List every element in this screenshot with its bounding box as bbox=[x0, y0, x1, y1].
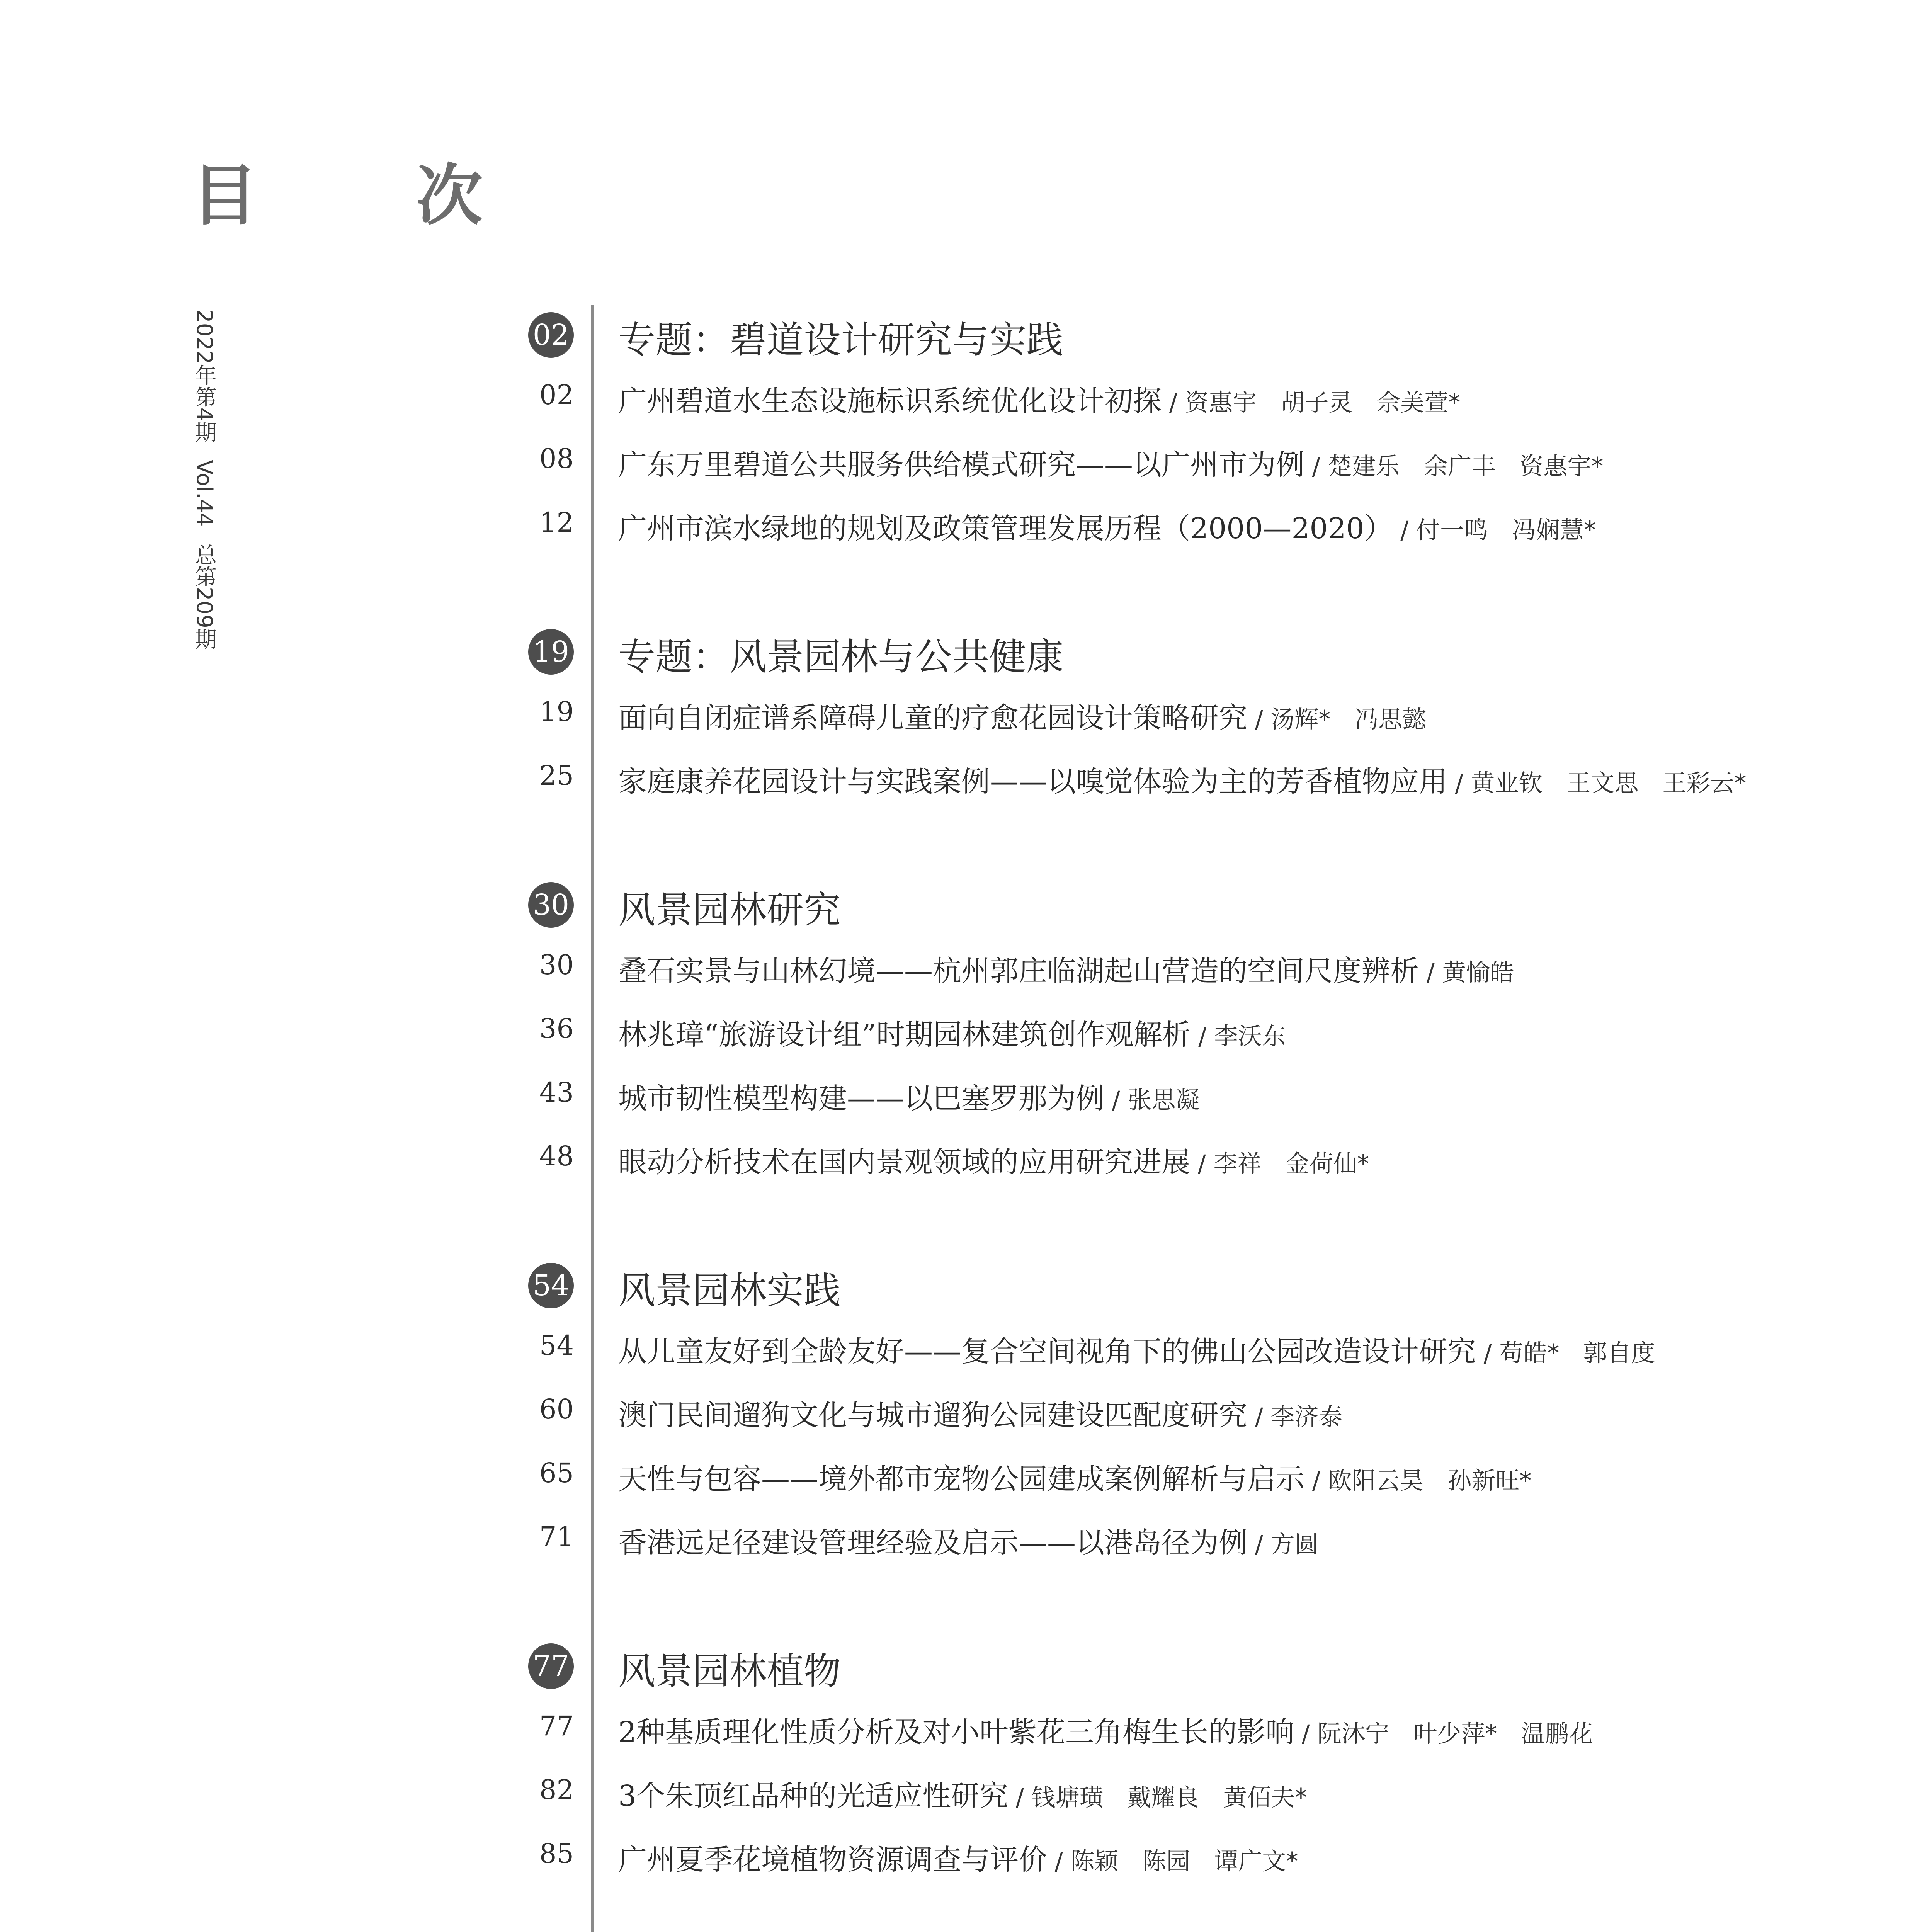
section-title[interactable]: 专题：风景园林与公共健康 bbox=[618, 635, 1063, 679]
section-page-badge: 77 bbox=[528, 1643, 574, 1689]
entry-page-number: 85 bbox=[539, 1838, 574, 1869]
article-authors: 欧阳云昊 孙新旺* bbox=[1328, 1466, 1532, 1495]
toc-section bbox=[502, 622, 1932, 813]
entry-page-number: 19 bbox=[539, 696, 574, 728]
toc-entry[interactable]: 43 城市韧性模型构建——以巴塞罗那为例 / 张思凝 bbox=[502, 1066, 1932, 1130]
entry-page-number: 82 bbox=[539, 1774, 574, 1806]
toc-entry[interactable]: 65 天性与包容——境外都市宠物公园建成案例解析与启示 / 欧阳云昊 孙新旺* bbox=[502, 1447, 1932, 1511]
toc-entry[interactable]: 71 香港远足径建设管理经验及启示——以港岛径为例 / 方圆 bbox=[502, 1511, 1932, 1575]
article-authors: 李祥 金荷仙* bbox=[1213, 1150, 1369, 1178]
toc-entry[interactable]: 54 从儿童友好到全龄友好——复合空间视角下的佛山公园改造设计研究 / 苟皓* 郭自度 bbox=[502, 1320, 1932, 1383]
article-authors: 李济泰 bbox=[1270, 1403, 1343, 1431]
article-title[interactable]: 眼动分析技术在国内景观领域的应用研究进展 bbox=[618, 1146, 1190, 1179]
issue-total: 总第209期 bbox=[192, 543, 217, 650]
entry-page-number: 54 bbox=[539, 1330, 574, 1361]
article-authors: 资惠宇 胡子灵 佘美萱* bbox=[1185, 388, 1461, 417]
article-authors: 苟皓* 郭自度 bbox=[1499, 1339, 1655, 1367]
toc-section bbox=[502, 305, 1932, 560]
article-title[interactable]: 面向自闭症谱系障碍儿童的疗愈花园设计策略研究 bbox=[618, 701, 1247, 735]
article-authors: 张思凝 bbox=[1128, 1086, 1200, 1114]
entry-page-number: 60 bbox=[539, 1393, 574, 1425]
article-title[interactable]: 香港远足径建设管理经验及启示——以港岛径为例 bbox=[618, 1526, 1247, 1560]
toc-entry[interactable]: 36 林兆璋“旅游设计组”时期园林建筑创作观解析 / 李沃东 bbox=[502, 1003, 1932, 1066]
article-title[interactable]: 澳门民间遛狗文化与城市遛狗公园建设匹配度研究 bbox=[618, 1399, 1247, 1432]
toc-entry[interactable]: 48 眼动分析技术在国内景观领域的应用研究进展 / 李祥 金荷仙* bbox=[502, 1130, 1932, 1194]
article-title[interactable]: 广州夏季花境植物资源调查与评价 bbox=[618, 1843, 1047, 1876]
section-title[interactable]: 专题：碧道设计研究与实践 bbox=[618, 318, 1063, 362]
article-authors: 付一鸣 冯娴慧* bbox=[1416, 516, 1596, 544]
article-authors: 汤辉* 冯思懿 bbox=[1270, 705, 1427, 733]
article-authors: 钱塘璜 戴耀良 黄佰夫* bbox=[1031, 1783, 1307, 1811]
entry-page-number: 71 bbox=[539, 1521, 574, 1553]
section-page-badge: 02 bbox=[528, 312, 574, 358]
journal-issue-info bbox=[193, 309, 215, 660]
toc-entry[interactable]: 30 叠石实景与山林幻境——杭州郭庄临湖起山营造的空间尺度辨析 / 黄愉皓 bbox=[502, 939, 1932, 1003]
article-title[interactable]: 林兆璋“旅游设计组”时期园林建筑创作观解析 bbox=[618, 1018, 1191, 1051]
entry-page-number: 02 bbox=[539, 379, 574, 411]
toc-section bbox=[502, 1636, 1932, 1891]
article-title[interactable]: 广东万里碧道公共服务供给模式研究——以广州市为例 bbox=[618, 448, 1304, 481]
entry-page-number: 48 bbox=[539, 1140, 574, 1172]
toc-entry[interactable]: 08 广东万里碧道公共服务供给模式研究——以广州市为例 / 楚建乐 余广丰 资惠宇* bbox=[502, 433, 1932, 497]
toc-entry[interactable]: 12 广州市滨水绿地的规划及政策管理发展历程（2000—2020） / 付一鸣 冯娴慧* bbox=[502, 497, 1932, 560]
toc-section bbox=[502, 875, 1932, 1194]
entry-page-number: 08 bbox=[539, 443, 574, 474]
article-title[interactable]: 天性与包容——境外都市宠物公园建成案例解析与启示 bbox=[618, 1463, 1304, 1496]
toc-entry[interactable]: 82 3个朱顶红品种的光适应性研究 / 钱塘璜 戴耀良 黄佰夫* bbox=[502, 1764, 1932, 1828]
issue-year: 2022年第4期 bbox=[192, 309, 217, 443]
section-title[interactable]: 风景园林研究 bbox=[618, 888, 841, 932]
article-title[interactable]: 3个朱顶红品种的光适应性研究 bbox=[618, 1779, 1009, 1813]
toc-entry[interactable]: 25 家庭康养花园设计与实践案例——以嗅觉体验为主的芳香植物应用 / 黄业钦 王文思 王彩云* bbox=[502, 750, 1932, 813]
section-title[interactable]: 风景园林植物 bbox=[618, 1650, 841, 1693]
article-title[interactable]: 叠石实景与山林幻境——杭州郭庄临湖起山营造的空间尺度辨析 bbox=[618, 954, 1419, 988]
article-authors: 黄业钦 王文思 王彩云* bbox=[1471, 769, 1747, 797]
section-page-badge: 30 bbox=[528, 882, 574, 928]
article-authors: 李沃东 bbox=[1214, 1022, 1286, 1050]
article-title[interactable]: 从儿童友好到全龄友好——复合空间视角下的佛山公园改造设计研究 bbox=[618, 1335, 1476, 1368]
toc-entry[interactable]: 77 2种基质理化性质分析及对小叶紫花三角梅生长的影响 / 阮沐宁 叶少萍* 温鹏花 bbox=[502, 1700, 1932, 1764]
toc-entry[interactable]: 60 澳门民间遛狗文化与城市遛狗公园建设匹配度研究 / 李济泰 bbox=[502, 1383, 1932, 1447]
article-title[interactable]: 家庭康养花园设计与实践案例——以嗅觉体验为主的芳香植物应用 bbox=[618, 765, 1447, 798]
article-title[interactable]: 2种基质理化性质分析及对小叶紫花三角梅生长的影响 bbox=[618, 1716, 1294, 1749]
entry-page-number: 65 bbox=[539, 1457, 574, 1489]
article-title[interactable]: 广州碧道水生态设施标识系统优化设计初探 bbox=[618, 384, 1162, 418]
toc-entry[interactable]: 02 广州碧道水生态设施标识系统优化设计初探 / 资惠宇 胡子灵 佘美萱* bbox=[502, 369, 1932, 433]
section-page-badge: 54 bbox=[528, 1263, 574, 1308]
entry-page-number: 36 bbox=[539, 1013, 574, 1044]
section-page-badge: 19 bbox=[528, 629, 574, 675]
article-authors: 楚建乐 余广丰 资惠宇* bbox=[1328, 452, 1604, 480]
entry-page-number: 43 bbox=[539, 1077, 574, 1108]
article-title[interactable]: 广州市滨水绿地的规划及政策管理发展历程（2000—2020） bbox=[618, 512, 1393, 545]
article-authors: 黄愉皓 bbox=[1442, 958, 1514, 986]
issue-volume: Vol.44 bbox=[192, 459, 217, 527]
entry-page-number: 77 bbox=[539, 1710, 574, 1742]
toc-section bbox=[502, 1256, 1932, 1575]
entry-page-number: 12 bbox=[539, 507, 574, 538]
entry-page-number: 25 bbox=[539, 760, 574, 791]
section-title[interactable]: 风景园林实践 bbox=[618, 1269, 841, 1312]
article-title[interactable]: 城市韧性模型构建——以巴塞罗那为例 bbox=[618, 1082, 1104, 1115]
article-authors: 陈颖 陈园 谭广文* bbox=[1070, 1847, 1298, 1875]
entry-page-number: 30 bbox=[539, 949, 574, 981]
toc-entry[interactable]: 85 广州夏季花境植物资源调查与评价 / 陈颖 陈园 谭广文* bbox=[502, 1828, 1932, 1891]
article-authors: 方圆 bbox=[1270, 1530, 1319, 1558]
page-title: 目 次 bbox=[191, 156, 550, 235]
toc-entry[interactable]: 19 面向自闭症谱系障碍儿童的疗愈花园设计策略研究 / 汤辉* 冯思懿 bbox=[502, 686, 1932, 750]
article-authors: 阮沐宁 叶少萍* 温鹏花 bbox=[1317, 1719, 1593, 1748]
